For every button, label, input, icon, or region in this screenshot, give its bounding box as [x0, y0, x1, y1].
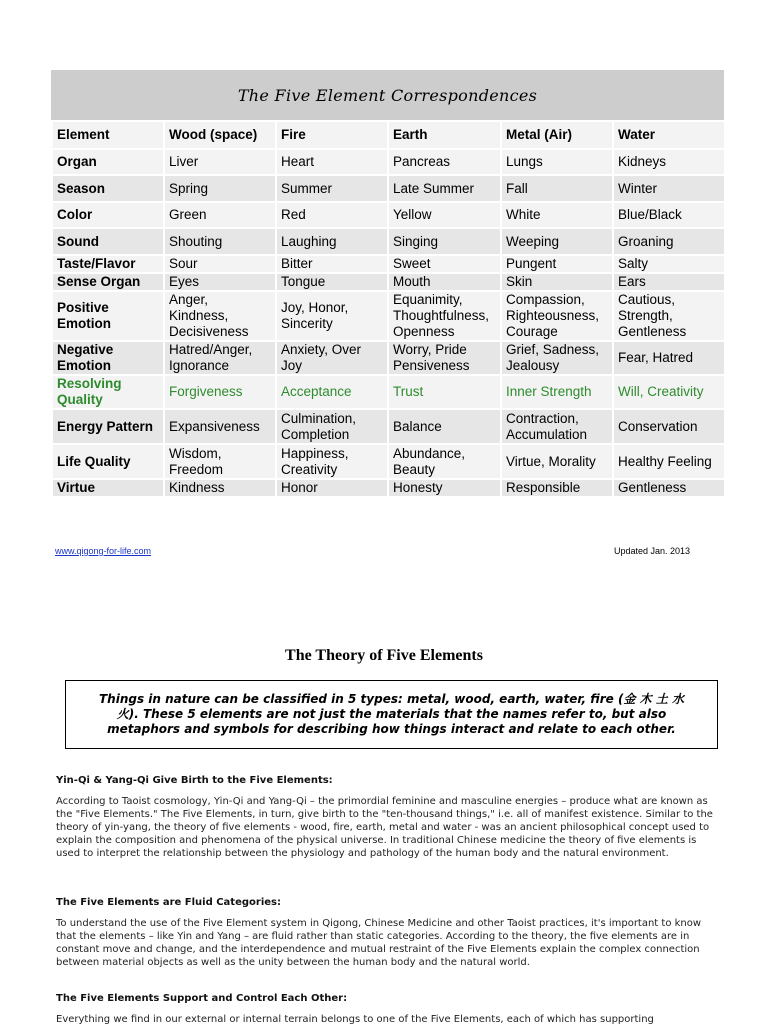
table-cell: Kidneys [613, 149, 725, 175]
table-row [52, 149, 725, 175]
section-heading: The Five Elements Support and Control Each Other: [56, 993, 348, 1004]
table-cell: Singing [388, 228, 501, 255]
section-body: According to Taoist cosmology, Yin-Qi and Yang-Qi – the primordial feminine and masculine energies – produce what are known as the "Five Elements." The Five Elements, in turn, give birth to the "ten-thousand things," i.e. all of manifest existence. Similar to the theory of yin-yang, the theory of five elements - wood, fire, earth, metal and water - was an ancient philosophical concept used to explain the composition and phenomena of the physical universe. In traditional Chinese medicine the theory of five elements is used to interpret the relationship between the physiology and pathology of the human body and the natural environment. [56, 796, 713, 859]
table-row [52, 444, 725, 479]
row-label: Energy Pattern [52, 409, 164, 444]
table-cell: Green [164, 202, 276, 228]
header-cell: Earth [388, 121, 501, 149]
table-row [52, 375, 725, 409]
table-cell: Grief, Sadness, Jealousy [501, 341, 613, 375]
quote-line-1: Things in nature can be classified in 5 types: metal, wood, earth, water, fire (金 木 土 水 火). [98, 692, 684, 721]
table-cell: Summer [276, 175, 388, 202]
table-cell: Winter [613, 175, 725, 202]
table-header-row [52, 121, 725, 149]
table-cell: Eyes [164, 273, 276, 291]
table-cell: Happiness, Creativity [276, 444, 388, 479]
table-cell: White [501, 202, 613, 228]
table-cell: Culmination, Completion [276, 409, 388, 444]
header-cell: Water [613, 121, 725, 149]
updated-date: Updated Jan. 2013 [614, 546, 691, 556]
table-cell: Contraction, Accumulation [501, 409, 613, 444]
quote-box [65, 680, 718, 749]
table-row [52, 409, 725, 444]
table-cell: Kindness [164, 479, 276, 497]
table-cell: Anger, Kindness, Decisiveness [164, 291, 276, 341]
table-cell: Forgiveness [164, 375, 276, 409]
table-cell: Trust [388, 375, 501, 409]
row-label: Color [52, 202, 164, 228]
table-cell: Joy, Honor, Sincerity [276, 291, 388, 341]
header-cell: Metal (Air) [501, 121, 613, 149]
table-cell: Sour [164, 255, 276, 273]
table-cell: Laughing [276, 228, 388, 255]
table-row [52, 228, 725, 255]
table-cell: Bitter [276, 255, 388, 273]
table-cell: Late Summer [388, 175, 501, 202]
table-cell: Spring [164, 175, 276, 202]
table-cell: Fall [501, 175, 613, 202]
table-cell: Heart [276, 149, 388, 175]
table-cell: Abundance, Beauty [388, 444, 501, 479]
row-label: Resolving Quality [52, 375, 164, 409]
table-cell: Anxiety, Over Joy [276, 341, 388, 375]
table-cell: Balance [388, 409, 501, 444]
table-row [52, 175, 725, 202]
row-label: Sound [52, 228, 164, 255]
table-cell: Acceptance [276, 375, 388, 409]
row-label: Taste/Flavor [52, 255, 164, 273]
row-label: Virtue [52, 479, 164, 497]
row-label: Positive Emotion [52, 291, 164, 341]
table-cell: Expansiveness [164, 409, 276, 444]
row-label: Life Quality [52, 444, 164, 479]
table-cell: Pancreas [388, 149, 501, 175]
table-cell: Liver [164, 149, 276, 175]
correspondence-table [51, 120, 726, 498]
row-label: Organ [52, 149, 164, 175]
quote-text [86, 692, 697, 737]
table-cell: Lungs [501, 149, 613, 175]
table-cell: Wisdom, Freedom [164, 444, 276, 479]
table-cell: Honor [276, 479, 388, 497]
table-cell: Compassion, Righteousness, Courage [501, 291, 613, 341]
theory-title: The Theory of Five Elements [285, 647, 483, 664]
table-cell: Salty [613, 255, 725, 273]
table-cell: Red [276, 202, 388, 228]
table-cell: Shouting [164, 228, 276, 255]
row-label: Sense Organ [52, 273, 164, 291]
table-row [52, 479, 725, 497]
table-row [52, 255, 725, 273]
table-cell: Honesty [388, 479, 501, 497]
table-cell: Virtue, Morality [501, 444, 613, 479]
table-cell: Responsible [501, 479, 613, 497]
table-cell: Healthy Feeling [613, 444, 725, 479]
table-cell: Fear, Hatred [613, 341, 725, 375]
table-cell: Pungent [501, 255, 613, 273]
table-row [52, 291, 725, 341]
table-cell: Sweet [388, 255, 501, 273]
section-support-control [56, 992, 714, 1026]
table-cell: Equanimity, Thoughtfulness, Openness [388, 291, 501, 341]
table-row [52, 341, 725, 375]
quote-line-2: These 5 elements are not just the materials that the names refer to, but also metaphors and symbols for describing how things interact and relate to each other. [107, 707, 676, 736]
table-cell: Mouth [388, 273, 501, 291]
table-cell: Weeping [501, 228, 613, 255]
table-cell: Tongue [276, 273, 388, 291]
section-heading: Yin-Qi & Yang-Qi Give Birth to the Five Elements: [56, 775, 333, 786]
website-link[interactable]: www.qigong-for-life.com [55, 546, 152, 556]
table-cell: Ears [613, 273, 725, 291]
row-label: Season [52, 175, 164, 202]
table-cell: Conservation [613, 409, 725, 444]
table-cell: Will, Creativity [613, 375, 725, 409]
section-yin-yang [56, 774, 714, 860]
header-cell: Fire [276, 121, 388, 149]
table-cell: Hatred/Anger, Ignorance [164, 341, 276, 375]
table-title: The Five Element Correspondences [51, 70, 724, 120]
table-cell: Blue/Black [613, 202, 725, 228]
header-cell: Element [52, 121, 164, 149]
table-cell: Cautious, Strength, Gentleness [613, 291, 725, 341]
header-cell: Wood (space) [164, 121, 276, 149]
table-cell: Gentleness [613, 479, 725, 497]
section-body: To understand the use of the Five Element system in Qigong, Chinese Medicine and other Taoist practices, it's important to know that the elements – like Yin and Yang – are fluid rather than static categories. According to the theory, the five elements are in constant move and change, and the interdependence and mutual restraint of the Five Elements explain the complex connection between material objects as well as the unity between the human body and the natural world. [56, 918, 702, 968]
table-cell: Groaning [613, 228, 725, 255]
table-cell: Worry, Pride Pensiveness [388, 341, 501, 375]
table-row [52, 202, 725, 228]
section-heading: The Five Elements are Fluid Categories: [56, 897, 281, 908]
section-fluid-categories [56, 896, 714, 969]
table-cell: Skin [501, 273, 613, 291]
correspondence-table-container [51, 70, 724, 498]
table-cell: Inner Strength [501, 375, 613, 409]
table-row [52, 273, 725, 291]
row-label: Negative Emotion [52, 341, 164, 375]
table-cell: Yellow [388, 202, 501, 228]
section-body: Everything we find in our external or internal terrain belongs to one of the Five Elements, each of which has supporting [56, 1014, 654, 1025]
